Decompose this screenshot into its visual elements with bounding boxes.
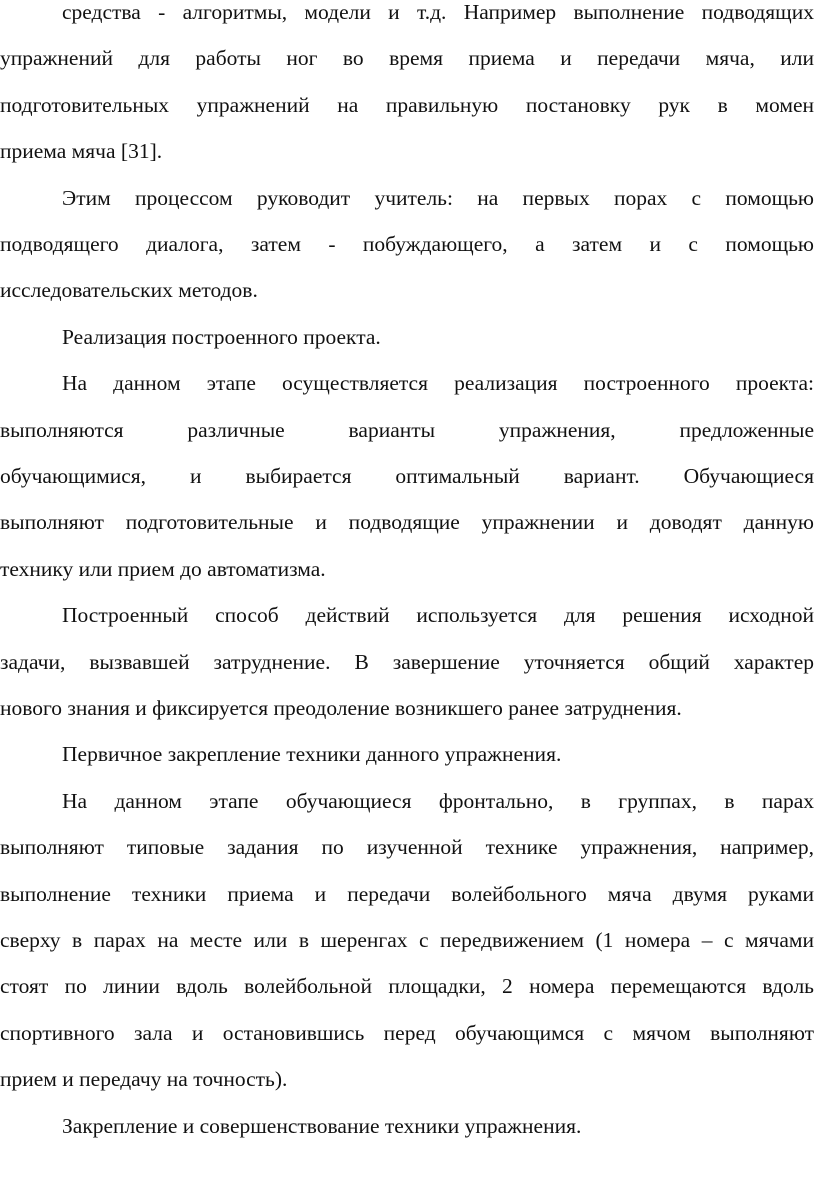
text-line: Реализация построенного проекта. [62,324,381,349]
text-line: приема мяча [31]. [0,139,163,164]
text-line: На данном этапе осуществляется реализация построенного проекта: [62,371,814,396]
text-line: Закрепление и совершенствование техники упражнения. [62,1113,582,1138]
text-line: Этим процессом руководит учитель: на первых порах с помощью [62,185,814,210]
text-line: выполнение техники приема и передачи волейбольного мяча двумя руками [0,881,814,906]
text-line: нового знания и фиксируется преодоление возникшего ранее затруднения. [0,696,682,720]
text-line: технику или прием до автоматизма. [0,556,326,581]
text-line: прием и передачу на точность). [0,1067,288,1092]
text-line: упражнений для работы ног во время приема и передачи мяча, или [0,46,814,71]
text-line: стоят по линии вдоль волейбольной площадки, 2 номера перемещаются вдоль [0,974,814,999]
text-line: средства - алгоритмы, модели и т.д. Например выполнение подводящих [62,0,814,24]
text-line: На данном этапе обучающиеся фронтально, в группах, в парах [62,788,814,813]
text-line: выполняются различные варианты упражнения, предложенные [0,417,814,442]
text-line: Построенный способ действий используется для решения исходной [62,603,814,628]
text-line: Первичное закрепление техники данного упражнения. [62,742,562,767]
text-line: спортивного зала и остановившись перед обучающимся с мячом выполняют [0,1020,814,1045]
text-line: подготовительных упражнений на правильную постановку рук в момен [0,92,814,117]
text-line: задачи, вызвавшей затруднение. В завершение уточняется общий характер [0,649,814,674]
text-line: сверху в парах на месте или в шеренгах с передвижением (1 номера – с мячами [0,928,814,952]
text-line: обучающимися, и выбирается оптимальный вариант. Обучающиеся [0,464,814,488]
text-line: исследовательских методов. [0,278,258,303]
text-line: подводящего диалога, затем - побуждающего, а затем и с помощью [0,232,814,256]
text-line: выполняют подготовительные и подводящие упражнении и доводят данную [0,510,814,535]
text-line: выполняют типовые задания по изученной технике упражнения, например, [0,835,814,860]
